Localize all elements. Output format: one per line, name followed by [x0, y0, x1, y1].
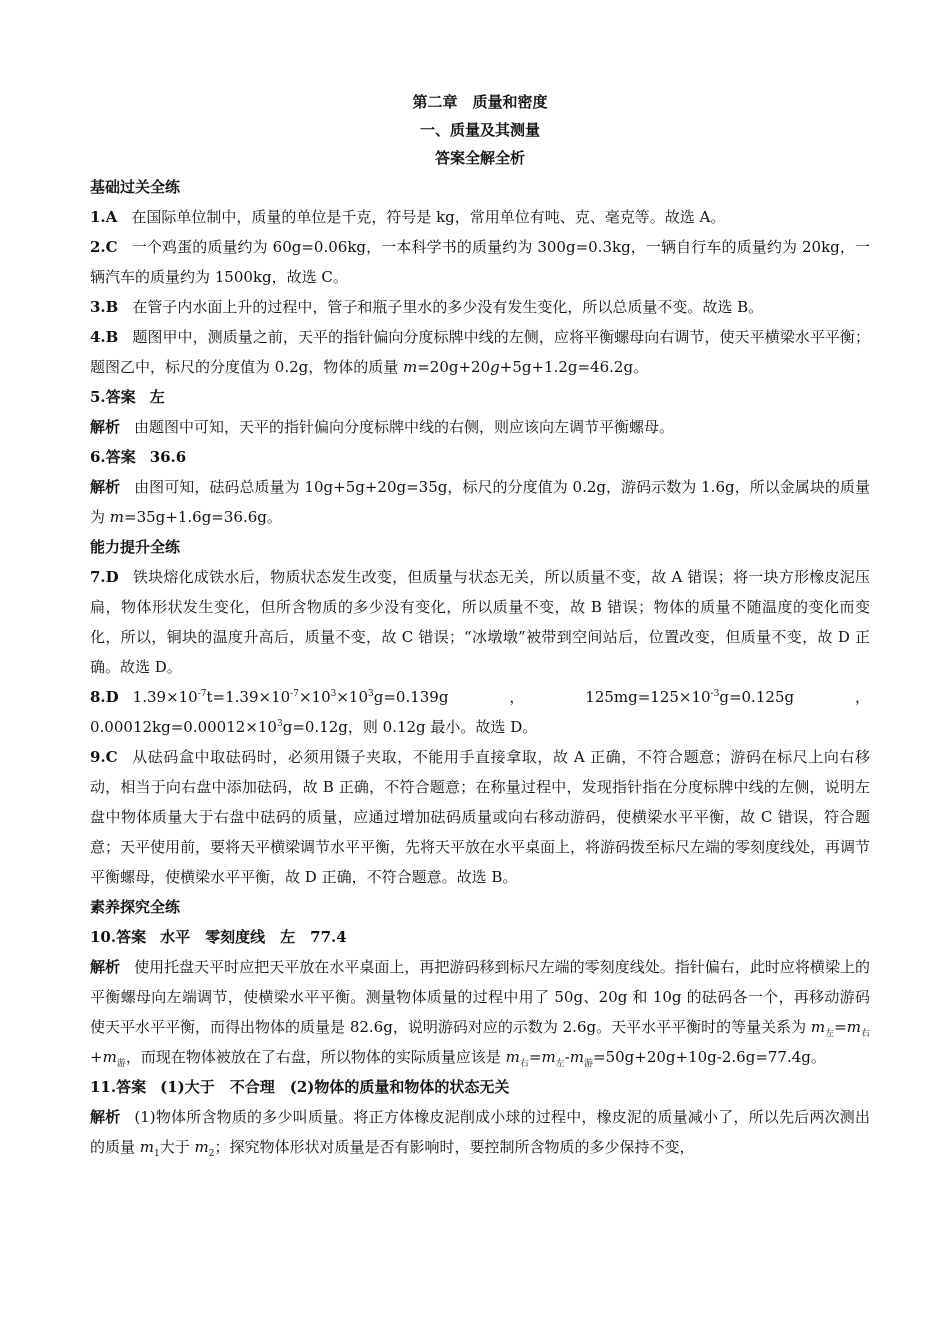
lesson-title: 一、质量及其测量: [419, 121, 540, 139]
item-q1: 1.A 在国际单位制中，质量的单位是千克，符号是 kg，常用单位有吨、克、毫克等。故选 A。: [90, 208, 726, 226]
answer-subtitle: 答案全解全析: [434, 149, 525, 167]
item-q5-analysis: 解析 由题图中可知，天平的指针偏向分度标牌中线的右侧，则应该向左调节平衡螺母。: [90, 418, 675, 436]
item-q3: 3.B 在管子内水面上升的过程中，管子和瓶子里水的多少没有发生变化，所以总质量不变。故选 B。: [90, 298, 764, 316]
item-q5-answer: 5.答案 左: [90, 388, 165, 406]
chapter-title: 第二章 质量和密度: [412, 93, 548, 111]
item-q7: 7.D 铁块熔化成铁水后，物质状态发生改变，但质量与状态无关，所以质量不变，故 A 错误；将一块方形橡皮泥压扁，物体形状发生变化，但所含物质的多少没有变化，所以质量不变，故 B 错误；物体的质量不随温度的变化而变化，所以，铜块的温度升高后，质量不变，故 C 错误；“冰墩墩”被带到空间站后，位置改变，但质量不变，故 D 正确。故选 D。: [90, 568, 870, 676]
item-q2: 2.C 一个鸡蛋的质量约为 60g=0.06kg，一本科学书的质量约为 300g=0.3kg，一辆自行车的质量约为 20kg，一辆汽车的质量约为 1500kg，故选 C。: [90, 238, 870, 286]
section-basic: 基础过关全练: [90, 178, 181, 196]
item-q6-answer: 6.答案 36.6: [90, 448, 187, 466]
item-q4: 4.B 题图甲中，测质量之前，天平的指针偏向分度标牌中线的左侧，应将平衡螺母向右调节，使天平横梁水平平衡；题图乙中，标尺的分度值为 0.2g，物体的质量 m=20g+20g+5g+1.2g=46.2g。: [90, 328, 870, 376]
item-q10-analysis: 解析 使用托盘天平时应把天平放在水平桌面上，再把游码移到标尺左端的零刻度线处。指针偏右，此时应将横梁上的平衡螺母向左端调节，使横梁水平平衡。测量物体质量的过程中用了 50g、20g 和 10g 的砝码各一个，再移动游码使天平水平平衡，而得出物体的质量是 82.6g，说明游码对应的示数为 2.6g。天平水平平衡时的等量关系为 $m_左=m_右+m_游$，而现在物体被放在了右盘，所以物体的实际质量应该是 $m_右=m_左-m_游=50g+20g+10g-2.6g=77.4g$。: [90, 958, 870, 1069]
section-literacy: 素养探究全练: [90, 898, 181, 916]
item-q9: 9.C 从砝码盒中取砝码时，必须用镊子夹取，不能用手直接拿取，故 A 正确，不符合题意；游码在标尺上向右移动，相当于向右盘中添加砝码，故 B 正确，不符合题意；在称量过程中，发现指针指在分度标牌中线的左侧，说明左盘中物体质量大于右盘中砝码的质量，应通过增加砝码质量或向右移动游码，使横梁水平平衡，故 C 错误，符合题意；天平使用前，要将天平横梁调节水平平衡，先将天平放在水平桌面上，将游码拨至标尺左端的零刻度线处，再调节平衡螺母，使横梁水平平衡，故 D 正确，不符合题意。故选 B。: [90, 748, 871, 886]
item-q6-analysis: 解析 由图可知，砝码总质量为 10g+5g+20g=35g，标尺的分度值为 0.2g，游码示数为 1.6g，所以金属块的质量为 m=35g+1.6g=36.6g。: [90, 478, 870, 526]
section-ability: 能力提升全练: [90, 538, 181, 556]
item-q11-analysis: 解析 (1)物体所含物质的多少叫质量。将正方体橡皮泥削成小球的过程中，橡皮泥的质量减小了，所以先后两次测出的质量 $m_1$大于 $m_2$；探究物体形状对质量是否有影响时，要控制所含物质的多少保持不变，: [90, 1108, 870, 1159]
item-q8: 8.D $1.39\times 10^{-7}t=1.39\times 10^{-7}\times 10^3\times 10^3g=0.139g$，$125mg=125\times 10^{-3}g=0.125g$，$0.00012kg=0.00012\times 10^3g=0.12g$，则 0.12g 最小。故选 D。: [90, 688, 871, 736]
item-q10-answer: 10.答案 水平 零刻度线 左 77.4: [90, 928, 347, 946]
item-q11-answer: 11.答案 (1)大于 不合理 (2)物体的质量和物体的状态无关: [90, 1078, 510, 1096]
